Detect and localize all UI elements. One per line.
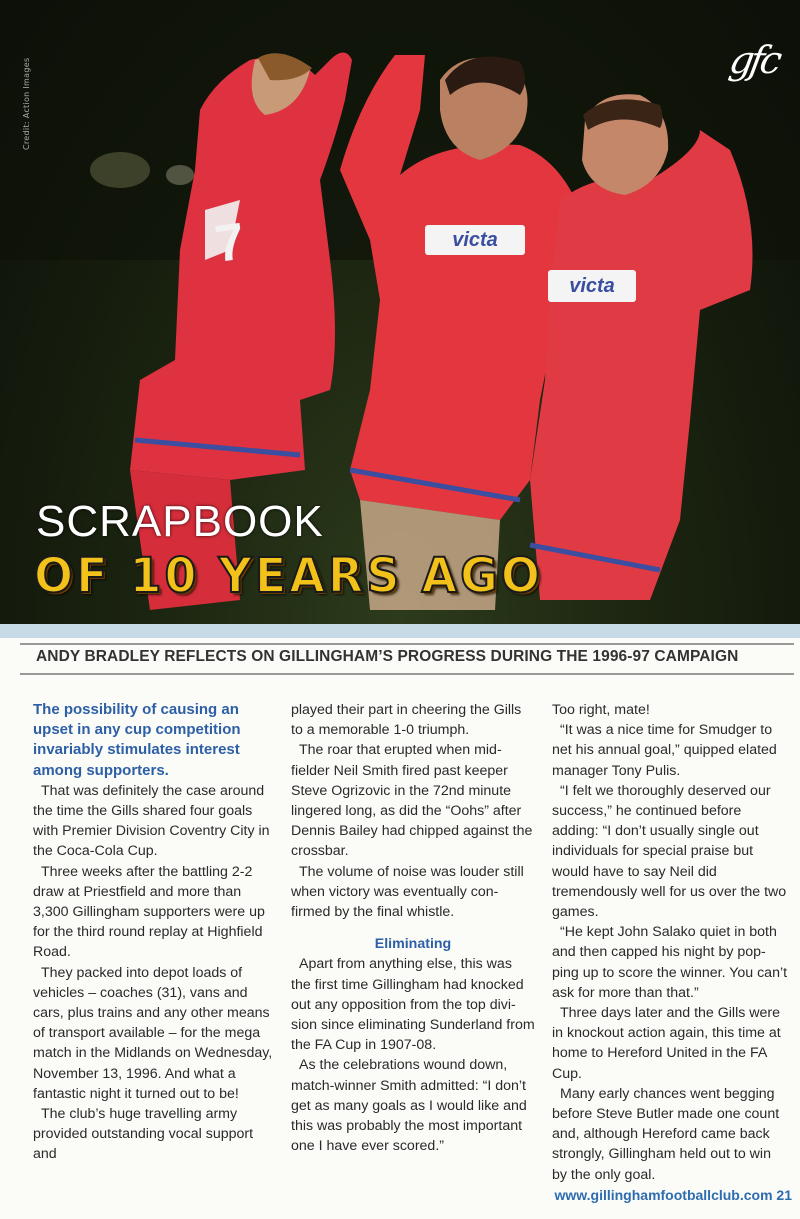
paragraph: Too right, mate! bbox=[552, 702, 650, 718]
paragraph: They packed into depot loads of vehicles – coaches (31), vans and cars, plus trains and any other means of transport available – for the mega match in the Midlands on Wednesday, November 13, 1996. And what a fantastic night it turned out to be! bbox=[33, 964, 273, 1102]
shirt-sponsor-1: victa bbox=[452, 229, 498, 251]
photo-credit: Credit: Action Images bbox=[22, 57, 31, 150]
column-1 bbox=[33, 700, 273, 1165]
paragraph: Three days later and the Gills were in knockout action again, this time at home to Hereford United in the FA Cup. bbox=[552, 1005, 781, 1082]
column-2 bbox=[291, 700, 535, 1156]
paragraph: That was definitely the case around the time the Gills shared four goals with Premier Division Coventry City in the Coca-Cola Cup. bbox=[33, 782, 270, 860]
article-subtitle: ANDY BRADLEY REFLECTS ON GILLINGHAM’S PROGRESS DURING THE 1996-97 CAMPAIGN bbox=[36, 648, 739, 665]
title-ten-years-ago: OF 10 YEARS AGO bbox=[34, 546, 543, 604]
paragraph: “He kept John Salako quiet in both and then capped his night by pop-ping up to score the winner. You can’t ask for more than that.” bbox=[552, 924, 788, 1001]
page-number: 21 bbox=[776, 1187, 792, 1203]
shirt-number: 7 bbox=[211, 212, 249, 274]
paragraph: The club’s huge travelling army provided outstanding vocal support and bbox=[33, 1106, 254, 1163]
club-logo: gfc bbox=[726, 38, 782, 82]
top-rule bbox=[20, 643, 794, 645]
paragraph: “It was a nice time for Smudger to net his annual goal,” quipped elated manager Tony Pulis. bbox=[552, 722, 777, 779]
photo-bottom-band bbox=[0, 624, 800, 638]
page-footer bbox=[554, 1187, 792, 1203]
paragraph: Three weeks after the battling 2-2 draw at Priestfield and more than 3,300 Gillingham supporters were up for the third round replay at Highfield Road. bbox=[33, 863, 265, 961]
paragraph: played their part in cheering the Gills to a memorable 1-0 triumph. bbox=[291, 702, 522, 739]
title-scrapbook: SCRAPBOOK bbox=[36, 497, 324, 546]
subheading: Eliminating bbox=[374, 936, 452, 953]
paragraph: As the celebrations wound down, match-winner Smith admitted: “I don’t get as many goals as I would like and this was probably the most important one I have ever scored.” bbox=[291, 1057, 527, 1155]
shirt-sponsor-2: victa bbox=[569, 275, 615, 297]
paragraph: Many early chances went begging before Steve Butler made one count and, although Hereford came back strongly, Gillingham held out to win by the only goal. bbox=[552, 1085, 780, 1183]
column-3 bbox=[552, 700, 788, 1185]
paragraph: The roar that erupted when mid-fielder Neil Smith fired past keeper Steve Ogrizovic in the 72nd minute lingered long, as did the “Oohs” after Dennis Bailey had chipped against the crossbar. bbox=[291, 742, 533, 860]
bottom-rule bbox=[20, 673, 794, 675]
paragraph: The volume of noise was louder still when victory was eventually con-firmed by the final whistle. bbox=[291, 863, 524, 921]
lead-paragraph: The possibility of causing an upset in any cup competition invariably stimulates interest among supporters. bbox=[33, 701, 241, 779]
club-website: www.gillinghamfootballclub.com bbox=[554, 1187, 773, 1203]
paragraph: Apart from anything else, this was the first time Gillingham had knocked out any opposition from the top divi-sion since eliminating Sunderland from the FA Cup in 1907-08. bbox=[291, 956, 535, 1054]
paragraph: “I felt we thoroughly deserved our success,” he continued before adding: “I don’t usually single out individuals for special praise but would have to say Neil did tremendously well for us over the two games. bbox=[552, 782, 787, 921]
